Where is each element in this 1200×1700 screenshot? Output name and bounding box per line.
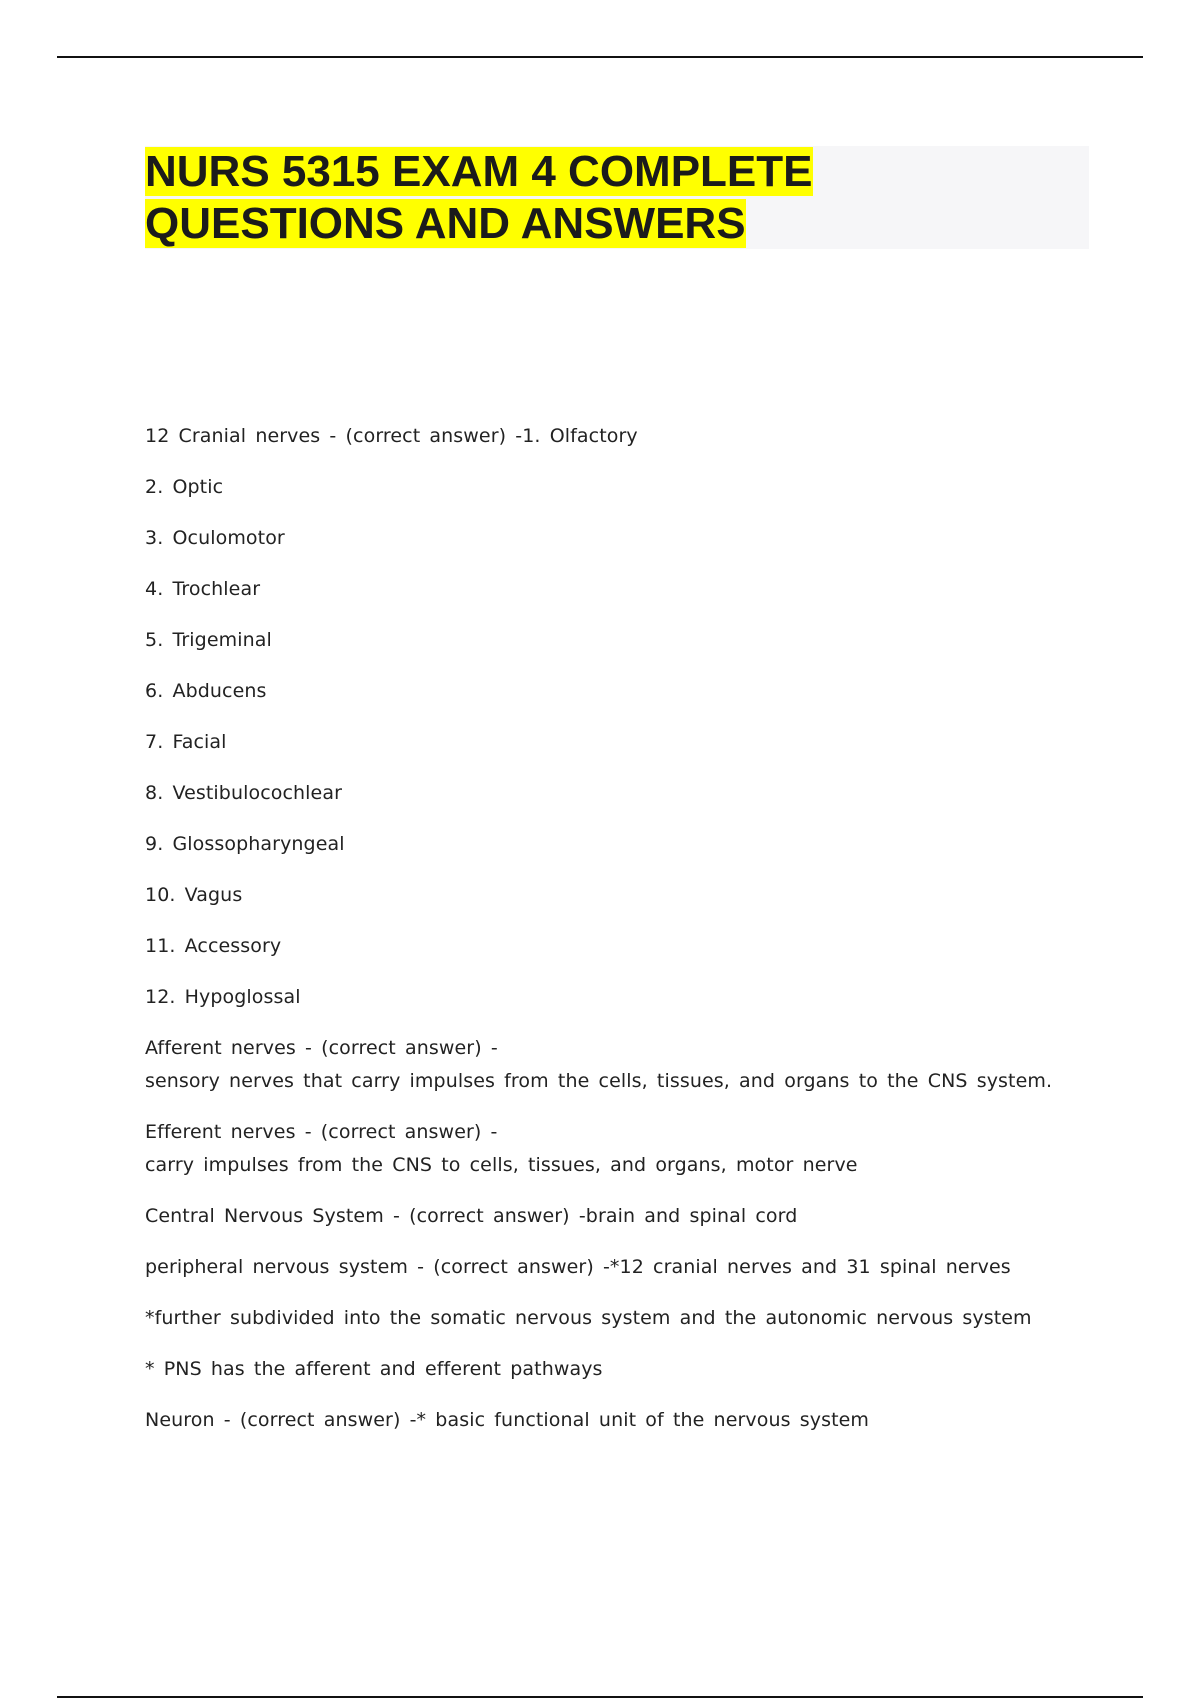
title-line-2: QUESTIONS AND ANSWERS [145,199,746,248]
paragraph-line: Efferent nerves - (correct answer) - [145,1121,498,1143]
paragraph [145,879,1105,912]
title-line-1: NURS 5315 EXAM 4 COMPLETE [145,147,813,196]
paragraph-line: 6. Abducens [145,680,267,702]
paragraph-line: 7. Facial [145,731,227,753]
paragraph [145,1032,1105,1098]
paragraph-line: * PNS has the afferent and efferent pathways [145,1358,603,1380]
paragraph-line: *further subdivided into the somatic nervous system and the autonomic nervous system [145,1307,1032,1329]
paragraph-line: 3. Oculomotor [145,527,285,549]
paragraph [145,726,1105,759]
paragraph-line: 12. Hypoglossal [145,986,301,1008]
paragraph [145,828,1105,861]
paragraph [145,1302,1105,1335]
paragraph [145,420,1105,453]
paragraph-line: Neuron - (correct answer) -* basic functional unit of the nervous system [145,1409,870,1431]
paragraph [145,930,1105,963]
paragraph [145,1353,1105,1386]
top-rule [57,56,1143,58]
paragraph [145,1116,1105,1182]
paragraph [145,1404,1105,1437]
paragraph-line: 9. Glossopharyngeal [145,833,345,855]
paragraph-line: 8. Vestibulocochlear [145,782,342,804]
paragraph-line: peripheral nervous system - (correct answer) -*12 cranial nerves and 31 spinal nerves [145,1256,1011,1278]
paragraph [145,522,1105,555]
paragraph-line: sensory nerves that carry impulses from the cells, tissues, and organs to the CNS system. [145,1070,1053,1092]
paragraph [145,624,1105,657]
paragraph-line: 2. Optic [145,476,224,498]
paragraph [145,981,1105,1014]
paragraph-line: Central Nervous System - (correct answer) -brain and spinal cord [145,1205,798,1227]
document-title [145,146,813,250]
paragraph [145,1251,1105,1284]
document-body [145,420,1105,1455]
paragraph-line: 4. Trochlear [145,578,261,600]
paragraph-line: 5. Trigeminal [145,629,272,651]
paragraph [145,471,1105,504]
paragraph [145,777,1105,810]
paragraph [145,1200,1105,1233]
paragraph-line: Afferent nerves - (correct answer) - [145,1037,498,1059]
bottom-rule [57,1696,1143,1698]
paragraph-line: 12 Cranial nerves - (correct answer) -1. Olfactory [145,425,638,447]
paragraph-line: carry impulses from the CNS to cells, tissues, and organs, motor nerve [145,1154,858,1176]
paragraph [145,573,1105,606]
paragraph-line: 10. Vagus [145,884,243,906]
paragraph [145,675,1105,708]
paragraph-line: 11. Accessory [145,935,282,957]
